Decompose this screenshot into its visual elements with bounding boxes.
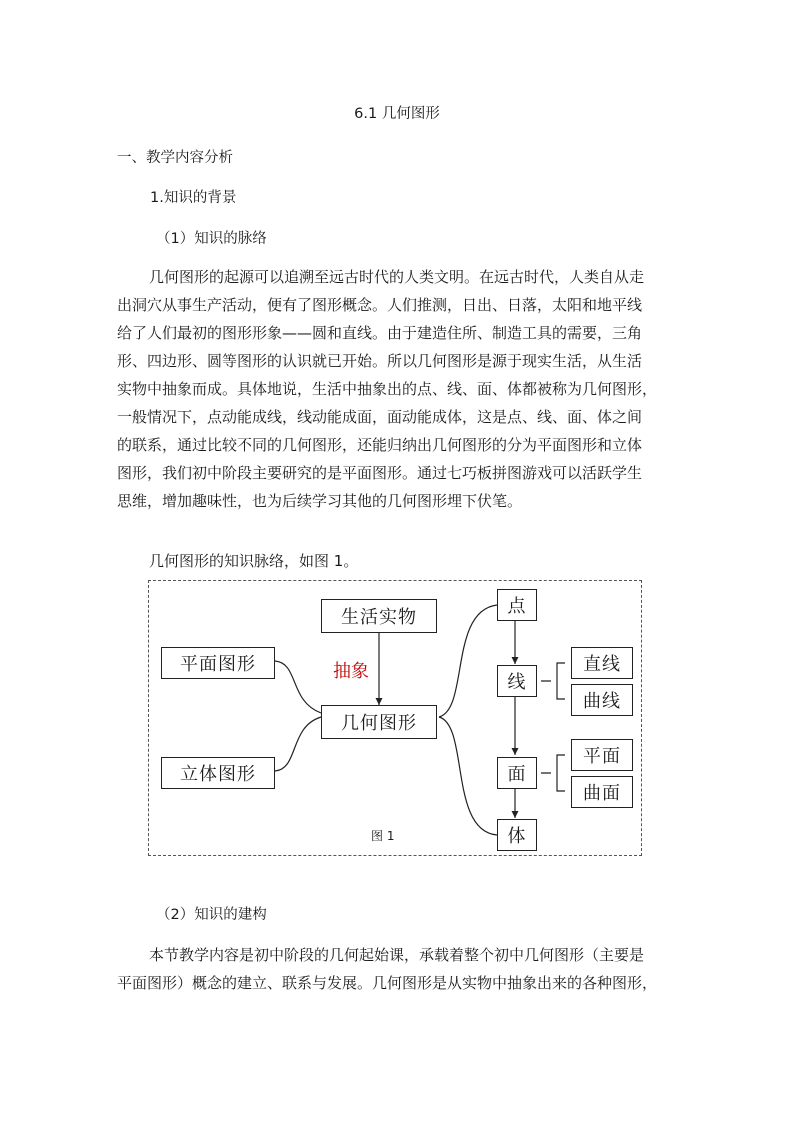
paragraph-line: 本节教学内容是初中阶段的几何起始课，承载着整个初中几何图形（主要是 [149,946,645,964]
page-title: 6.1 几何图形 [354,106,440,122]
paragraph-line: 实物中抽象而成。具体地说，生活中抽象出的点、线、面、体都被称为几何图形， [117,380,658,398]
box-line: 线 [497,665,537,697]
box-surface: 面 [497,757,537,789]
box-solid: 体 [497,819,537,851]
figure-caption: 图 1 [371,829,395,843]
box-curved-surface: 曲面 [571,776,633,808]
box-point: 点 [497,589,537,621]
box-geometry-figure: 几何图形 [321,705,437,739]
label-abstract: 抽象 [333,661,369,682]
section-heading: 一、教学内容分析 [117,150,233,166]
box-life-objects: 生活实物 [321,599,437,633]
paragraph-1 [117,263,677,515]
subsection-heading: 1.知识的背景 [150,190,237,206]
paragraph-line: 平面图形）概念的建立、联系与发展。几何图形是从实物中抽象出来的各种图形， [117,974,658,992]
paragraph-line: 形、四边形、圆等图形的认识就已开始。所以几何图形是源于现实生活，从生活 [117,352,643,370]
box-solid-figure: 立体图形 [161,757,275,789]
paragraph-line: 几何图形的知识脉络，如图 1。 [149,552,359,570]
box-curve: 曲线 [571,684,633,716]
subsubsection-heading-2: （2）知识的建构 [156,907,267,923]
paragraph-line: 的联系，通过比较不同的几何图形，还能归纳出几何图形的分为平面图形和立体 [117,436,643,454]
paragraph-line: 给了人们最初的图形形象——圆和直线。由于建造住所、制造工具的需要，三角 [117,324,643,342]
paragraph-line: 一般情况下，点动能成线，线动能成面，面动能成体，这是点、线、面、体之间 [117,408,643,426]
paragraph-line: 几何图形的起源可以追溯至远古时代的人类文明。在远古时代，人类自从走 [149,268,645,286]
box-plane-figure: 平面图形 [161,647,275,679]
paragraph-3 [117,941,677,997]
paragraph-line: 图形，我们初中阶段主要研究的是平面图形。通过七巧板拼图游戏可以活跃学生 [117,464,643,482]
paragraph-line: 思维，增加趣味性，也为后续学习其他的几何图形埋下伏笔。 [117,492,523,510]
knowledge-map-diagram [148,580,642,856]
paragraph-line: 出洞穴从事生产活动，便有了图形概念。人们推测，日出、日落，太阳和地平线 [117,296,643,314]
box-plane: 平面 [571,739,633,771]
paragraph-2 [117,547,677,575]
subsubsection-heading: （1）知识的脉络 [156,231,267,247]
box-straight-line: 直线 [571,647,633,679]
